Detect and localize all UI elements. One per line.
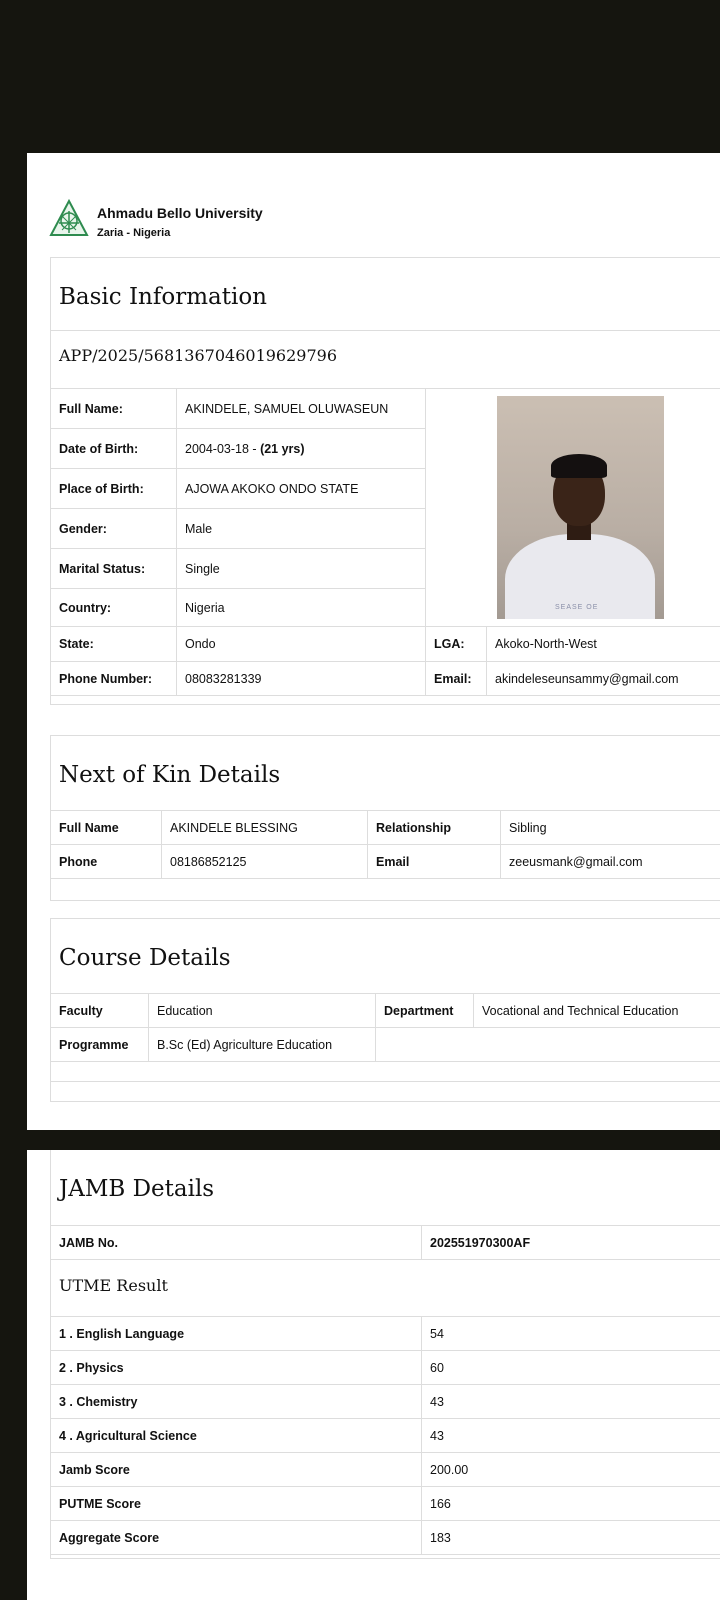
programme-label: Programme [51, 1028, 149, 1062]
state-value: Ondo [177, 627, 426, 662]
kin-relationship-label: Relationship [368, 811, 501, 845]
pob-value: AJOWA AKOKO ONDO STATE [177, 469, 426, 509]
next-of-kin-section [50, 735, 720, 901]
kin-relationship-value: Sibling [501, 811, 720, 845]
phone-value: 08083281339 [177, 662, 426, 696]
kin-phone-value: 08186852125 [162, 845, 368, 879]
department-value: Vocational and Technical Education [474, 994, 720, 1028]
course-details-table [50, 993, 720, 1062]
section-title: Basic Information [59, 284, 267, 310]
photo-cell [426, 389, 720, 627]
country-label: Country: [51, 589, 177, 627]
pob-label: Place of Birth: [51, 469, 177, 509]
result-row [51, 1453, 720, 1487]
programme-value: B.Sc (Ed) Agriculture Education [149, 1028, 376, 1062]
jamb-number-table [50, 1225, 720, 1260]
basic-info-table [50, 388, 720, 696]
result-subject: Jamb Score [51, 1453, 422, 1487]
kin-email-value: zeeusmank@gmail.com [501, 845, 720, 879]
department-label: Department [376, 994, 474, 1028]
section-title: Next of Kin Details [59, 762, 281, 788]
result-subject: PUTME Score [51, 1487, 422, 1521]
result-subject: 4 . Agricultural Science [51, 1419, 422, 1453]
kin-phone-label: Phone [51, 845, 162, 879]
abu-crest-icon [49, 199, 89, 239]
university-name: Ahmadu Bello University [97, 205, 263, 221]
result-row [51, 1419, 720, 1453]
result-score: 43 [422, 1385, 720, 1419]
result-score: 54 [422, 1317, 720, 1351]
result-row [51, 1317, 720, 1351]
document-page-2 [27, 1150, 720, 1600]
section-title: JAMB Details [59, 1176, 215, 1202]
gender-label: Gender: [51, 509, 177, 549]
age-value: (21 yrs) [260, 441, 305, 456]
kin-name-value: AKINDELE BLESSING [162, 811, 368, 845]
dob-label: Date of Birth: [51, 429, 177, 469]
state-label: State: [51, 627, 177, 662]
jamb-number-value: 202551970300AF [422, 1226, 720, 1260]
lga-label: LGA: [426, 627, 487, 662]
result-subject: 3 . Chemistry [51, 1385, 422, 1419]
marital-status-label: Marital Status: [51, 549, 177, 589]
phone-label: Phone Number: [51, 662, 177, 696]
result-score: 43 [422, 1419, 720, 1453]
faculty-label: Faculty [51, 994, 149, 1028]
document-page-1 [27, 153, 720, 1130]
jamb-number-label: JAMB No. [51, 1226, 422, 1260]
result-row [51, 1351, 720, 1385]
faculty-value: Education [149, 994, 376, 1028]
university-location: Zaria - Nigeria [97, 227, 171, 239]
result-subject: Aggregate Score [51, 1521, 422, 1555]
jamb-details-section [50, 1150, 720, 1559]
result-score: 183 [422, 1521, 720, 1555]
marital-status-value: Single [177, 549, 426, 589]
kin-email-label: Email [368, 845, 501, 879]
result-subject: 2 . Physics [51, 1351, 422, 1385]
result-row [51, 1487, 720, 1521]
section-title: Course Details [59, 945, 231, 971]
application-number: APP/2025/5681367046019629796 [59, 346, 337, 365]
course-details-section [50, 918, 720, 1102]
result-row [51, 1385, 720, 1419]
result-score: 166 [422, 1487, 720, 1521]
result-subject: 1 . English Language [51, 1317, 422, 1351]
email-label: Email: [426, 662, 487, 696]
result-score: 60 [422, 1351, 720, 1385]
gender-value: Male [177, 509, 426, 549]
applicant-photo: SEASE OE [497, 396, 664, 619]
utme-result-title: UTME Result [59, 1276, 168, 1295]
lga-value: Akoko-North-West [487, 627, 720, 662]
kin-name-label: Full Name [51, 811, 162, 845]
basic-information-section [50, 257, 720, 705]
email-value: akindeleseunsammy@gmail.com [487, 662, 720, 696]
full-name-label: Full Name: [51, 389, 177, 429]
full-name-value: AKINDELE, SAMUEL OLUWASEUN [177, 389, 426, 429]
next-of-kin-table [50, 810, 720, 879]
country-value: Nigeria [177, 589, 426, 627]
result-score: 200.00 [422, 1453, 720, 1487]
utme-result-table [50, 1316, 720, 1555]
result-row [51, 1521, 720, 1555]
dob-value: 2004-03-18 - (21 yrs) [177, 429, 426, 469]
